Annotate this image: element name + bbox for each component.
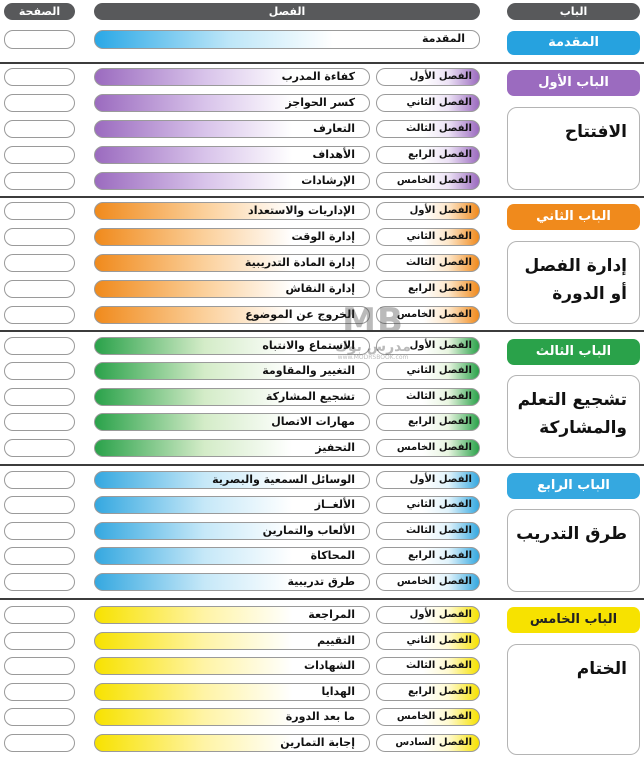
- page-box: [4, 30, 75, 49]
- chapter-topic: الشهادات: [94, 657, 370, 675]
- page-box: [4, 496, 75, 514]
- fasl-label: الفصل الثاني: [376, 228, 480, 246]
- fasl-label: الفصل الخامس: [376, 306, 480, 324]
- fasl-label: الفصل الأول: [376, 202, 480, 220]
- fasl-label: الفصل الخامس: [376, 439, 480, 457]
- page-box: [4, 683, 75, 701]
- chapter-topic: التغيير والمقاومة: [94, 362, 370, 380]
- section-divider: [0, 598, 644, 600]
- fasl-label: الفصل الأول: [376, 471, 480, 489]
- header-page: الصفحة: [4, 3, 75, 20]
- page-box: [4, 202, 75, 220]
- page-box: [4, 388, 75, 406]
- page-box: [4, 439, 75, 457]
- page-box: [4, 522, 75, 540]
- bab-label: الباب الأول: [507, 70, 640, 96]
- bab-intro: المقدمة: [507, 31, 640, 55]
- chapter-topic: الهدايا: [94, 683, 370, 701]
- section-divider: [0, 196, 644, 198]
- page-box: [4, 280, 75, 298]
- fasl-label: الفصل الثالث: [376, 657, 480, 675]
- page-box: [4, 337, 75, 355]
- header-fasl: الفصل: [94, 3, 480, 20]
- section-divider: [0, 62, 644, 64]
- chapter-topic: المراجعة: [94, 606, 370, 624]
- fasl-label: الفصل الخامس: [376, 172, 480, 190]
- page-box: [4, 471, 75, 489]
- chapter-topic: الألغــاز: [94, 496, 370, 514]
- page-box: [4, 708, 75, 726]
- chapter-topic: كسر الحواجز: [94, 94, 370, 112]
- chapter-topic: الألعاب والتمارين: [94, 522, 370, 540]
- chapter-topic: إدارة المادة التدريبية: [94, 254, 370, 272]
- fasl-label: الفصل الثاني: [376, 94, 480, 112]
- watermark-arabic: مدرس بوك: [335, 339, 411, 355]
- watermark-url: www.MODRSBOOK.com: [337, 354, 409, 361]
- page-box: [4, 632, 75, 650]
- fasl-label: الفصل الرابع: [376, 547, 480, 565]
- page-box: [4, 657, 75, 675]
- page-box: [4, 734, 75, 752]
- chapter-topic: إجابة التمارين: [94, 734, 370, 752]
- chapter-topic: ما بعد الدورة: [94, 708, 370, 726]
- fasl-label: الفصل الثالث: [376, 254, 480, 272]
- section-title: الافتتاح: [507, 107, 640, 190]
- chapter-topic: التحفيز: [94, 439, 370, 457]
- page-box: [4, 68, 75, 86]
- chapter-topic: الاستماع والانتباه: [94, 337, 370, 355]
- chapter-topic: كفاءة المدرب: [94, 68, 370, 86]
- chapter-topic: الأهداف: [94, 146, 370, 164]
- page-box: [4, 573, 75, 591]
- fasl-label: الفصل الرابع: [376, 280, 480, 298]
- chapter-topic: الخروج عن الموضوع: [94, 306, 370, 324]
- watermark-logo: MB: [342, 301, 404, 341]
- section-title: تشجيع التعلم والمشاركة: [507, 375, 640, 458]
- fasl-label: الفصل الثالث: [376, 388, 480, 406]
- page-box: [4, 306, 75, 324]
- page-box: [4, 362, 75, 380]
- fasl-label: الفصل الثالث: [376, 522, 480, 540]
- page-box: [4, 254, 75, 272]
- chapter-topic: الإرشادات: [94, 172, 370, 190]
- fasl-label: الفصل السادس: [376, 734, 480, 752]
- fasl-label: الفصل الخامس: [376, 573, 480, 591]
- chapter-topic: الوسائل السمعية والبصرية: [94, 471, 370, 489]
- chapter-topic: إدارة النقاش: [94, 280, 370, 298]
- section-divider: [0, 464, 644, 466]
- chapter-topic: التعارف: [94, 120, 370, 138]
- bab-label: الباب الثاني: [507, 204, 640, 230]
- bab-label: الباب الخامس: [507, 607, 640, 633]
- header-bab: الباب: [507, 3, 640, 20]
- fasl-label: الفصل الرابع: [376, 413, 480, 431]
- section-title: إدارة الفصل أو الدورة: [507, 241, 640, 324]
- fasl-label: الفصل الثاني: [376, 632, 480, 650]
- page-box: [4, 172, 75, 190]
- page-box: [4, 120, 75, 138]
- chapter-topic: إدارة الوقت: [94, 228, 370, 246]
- fasl-label: الفصل الثاني: [376, 362, 480, 380]
- chapter-topic: تشجيع المشاركة: [94, 388, 370, 406]
- page-box: [4, 413, 75, 431]
- fasl-label: الفصل الأول: [376, 337, 480, 355]
- fasl-label: الفصل الأول: [376, 68, 480, 86]
- chapter-topic: المحاكاة: [94, 547, 370, 565]
- page-box: [4, 94, 75, 112]
- chapter-topic: الإداريات والاستعداد: [94, 202, 370, 220]
- page-box: [4, 228, 75, 246]
- fasl-label: الفصل الثالث: [376, 120, 480, 138]
- section-divider: [0, 330, 644, 332]
- fasl-label: الفصل الرابع: [376, 683, 480, 701]
- fasl-label: الفصل الثاني: [376, 496, 480, 514]
- bab-label: الباب الرابع: [507, 473, 640, 499]
- intro-topic: المقدمة: [94, 30, 480, 49]
- page-box: [4, 606, 75, 624]
- fasl-label: الفصل الخامس: [376, 708, 480, 726]
- fasl-label: الفصل الرابع: [376, 146, 480, 164]
- section-title: الختام: [507, 644, 640, 755]
- page-box: [4, 146, 75, 164]
- chapter-topic: طرق تدريبية: [94, 573, 370, 591]
- section-title: طرق التدريب: [507, 509, 640, 592]
- bab-label: الباب الثالث: [507, 339, 640, 365]
- chapter-topic: التقييم: [94, 632, 370, 650]
- page-box: [4, 547, 75, 565]
- chapter-topic: مهارات الاتصال: [94, 413, 370, 431]
- fasl-label: الفصل الأول: [376, 606, 480, 624]
